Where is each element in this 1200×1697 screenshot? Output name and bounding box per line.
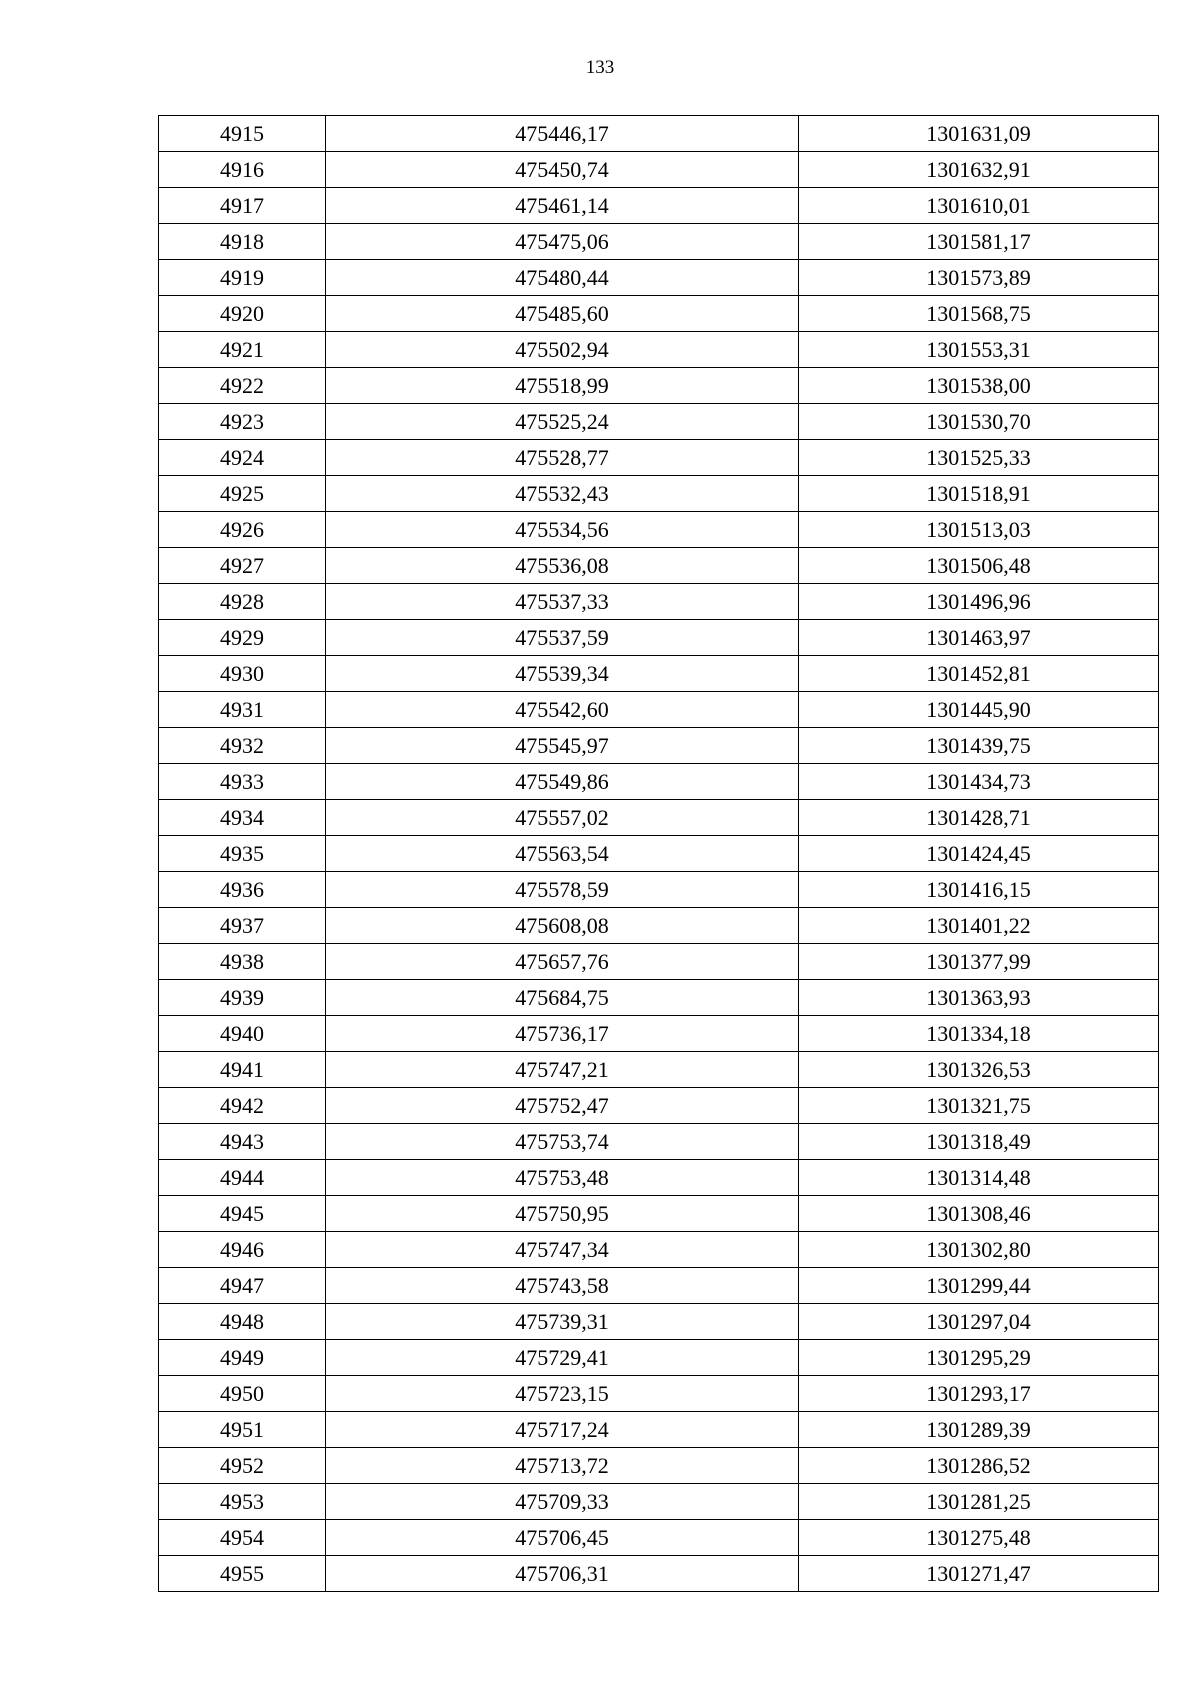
point-number-cell: 4950 [159, 1376, 326, 1412]
table-row [159, 1556, 1159, 1592]
x-coordinate-cell: 475537,59 [326, 620, 799, 656]
point-number-cell: 4918 [159, 224, 326, 260]
table-row [159, 1160, 1159, 1196]
y-coordinate-cell: 1301308,46 [799, 1196, 1159, 1232]
y-coordinate-cell: 1301513,03 [799, 512, 1159, 548]
table-row [159, 1340, 1159, 1376]
y-coordinate-cell: 1301271,47 [799, 1556, 1159, 1592]
point-number-cell: 4942 [159, 1088, 326, 1124]
y-coordinate-cell: 1301377,99 [799, 944, 1159, 980]
y-coordinate-cell: 1301463,97 [799, 620, 1159, 656]
x-coordinate-cell: 475545,97 [326, 728, 799, 764]
table-row [159, 836, 1159, 872]
point-number-cell: 4936 [159, 872, 326, 908]
x-coordinate-cell: 475450,74 [326, 152, 799, 188]
point-number-cell: 4915 [159, 116, 326, 152]
x-coordinate-cell: 475657,76 [326, 944, 799, 980]
x-coordinate-cell: 475532,43 [326, 476, 799, 512]
y-coordinate-cell: 1301568,75 [799, 296, 1159, 332]
y-coordinate-cell: 1301275,48 [799, 1520, 1159, 1556]
point-number-cell: 4945 [159, 1196, 326, 1232]
table-row [159, 1448, 1159, 1484]
table-row [159, 296, 1159, 332]
y-coordinate-cell: 1301321,75 [799, 1088, 1159, 1124]
x-coordinate-cell: 475485,60 [326, 296, 799, 332]
table-row [159, 1016, 1159, 1052]
x-coordinate-cell: 475743,58 [326, 1268, 799, 1304]
point-number-cell: 4947 [159, 1268, 326, 1304]
y-coordinate-cell: 1301314,48 [799, 1160, 1159, 1196]
y-coordinate-cell: 1301363,93 [799, 980, 1159, 1016]
point-number-cell: 4940 [159, 1016, 326, 1052]
point-number-cell: 4916 [159, 152, 326, 188]
table-row [159, 728, 1159, 764]
point-number-cell: 4917 [159, 188, 326, 224]
y-coordinate-cell: 1301299,44 [799, 1268, 1159, 1304]
x-coordinate-cell: 475747,34 [326, 1232, 799, 1268]
x-coordinate-cell: 475706,45 [326, 1520, 799, 1556]
y-coordinate-cell: 1301530,70 [799, 404, 1159, 440]
point-number-cell: 4932 [159, 728, 326, 764]
y-coordinate-cell: 1301525,33 [799, 440, 1159, 476]
y-coordinate-cell: 1301289,39 [799, 1412, 1159, 1448]
table-row [159, 1412, 1159, 1448]
point-number-cell: 4931 [159, 692, 326, 728]
page-number: 133 [585, 57, 615, 78]
table-row [159, 152, 1159, 188]
y-coordinate-cell: 1301302,80 [799, 1232, 1159, 1268]
table-row [159, 584, 1159, 620]
table-row [159, 404, 1159, 440]
x-coordinate-cell: 475736,17 [326, 1016, 799, 1052]
point-number-cell: 4930 [159, 656, 326, 692]
table-row [159, 260, 1159, 296]
point-number-cell: 4925 [159, 476, 326, 512]
x-coordinate-cell: 475753,48 [326, 1160, 799, 1196]
point-number-cell: 4928 [159, 584, 326, 620]
point-number-cell: 4941 [159, 1052, 326, 1088]
y-coordinate-cell: 1301428,71 [799, 800, 1159, 836]
y-coordinate-cell: 1301286,52 [799, 1448, 1159, 1484]
point-number-cell: 4920 [159, 296, 326, 332]
y-coordinate-cell: 1301445,90 [799, 692, 1159, 728]
x-coordinate-cell: 475518,99 [326, 368, 799, 404]
point-number-cell: 4952 [159, 1448, 326, 1484]
x-coordinate-cell: 475709,33 [326, 1484, 799, 1520]
point-number-cell: 4926 [159, 512, 326, 548]
point-number-cell: 4943 [159, 1124, 326, 1160]
y-coordinate-cell: 1301518,91 [799, 476, 1159, 512]
x-coordinate-cell: 475739,31 [326, 1304, 799, 1340]
coordinates-table-body [159, 116, 1159, 1592]
table-row [159, 800, 1159, 836]
y-coordinate-cell: 1301610,01 [799, 188, 1159, 224]
y-coordinate-cell: 1301538,00 [799, 368, 1159, 404]
x-coordinate-cell: 475578,59 [326, 872, 799, 908]
point-number-cell: 4951 [159, 1412, 326, 1448]
x-coordinate-cell: 475750,95 [326, 1196, 799, 1232]
y-coordinate-cell: 1301439,75 [799, 728, 1159, 764]
point-number-cell: 4922 [159, 368, 326, 404]
y-coordinate-cell: 1301424,45 [799, 836, 1159, 872]
table-row [159, 1268, 1159, 1304]
table-row [159, 1304, 1159, 1340]
x-coordinate-cell: 475752,47 [326, 1088, 799, 1124]
x-coordinate-cell: 475446,17 [326, 116, 799, 152]
x-coordinate-cell: 475747,21 [326, 1052, 799, 1088]
point-number-cell: 4946 [159, 1232, 326, 1268]
x-coordinate-cell: 475723,15 [326, 1376, 799, 1412]
point-number-cell: 4924 [159, 440, 326, 476]
x-coordinate-cell: 475563,54 [326, 836, 799, 872]
point-number-cell: 4934 [159, 800, 326, 836]
table-row [159, 1124, 1159, 1160]
table-row [159, 1052, 1159, 1088]
table-row [159, 1520, 1159, 1556]
point-number-cell: 4937 [159, 908, 326, 944]
y-coordinate-cell: 1301631,09 [799, 116, 1159, 152]
table-row [159, 1088, 1159, 1124]
y-coordinate-cell: 1301434,73 [799, 764, 1159, 800]
y-coordinate-cell: 1301416,15 [799, 872, 1159, 908]
x-coordinate-cell: 475549,86 [326, 764, 799, 800]
x-coordinate-cell: 475525,24 [326, 404, 799, 440]
y-coordinate-cell: 1301281,25 [799, 1484, 1159, 1520]
y-coordinate-cell: 1301334,18 [799, 1016, 1159, 1052]
y-coordinate-cell: 1301553,31 [799, 332, 1159, 368]
y-coordinate-cell: 1301506,48 [799, 548, 1159, 584]
x-coordinate-cell: 475717,24 [326, 1412, 799, 1448]
table-row [159, 1196, 1159, 1232]
coordinates-table [158, 115, 1159, 1592]
point-number-cell: 4948 [159, 1304, 326, 1340]
x-coordinate-cell: 475539,34 [326, 656, 799, 692]
point-number-cell: 4921 [159, 332, 326, 368]
table-row [159, 980, 1159, 1016]
x-coordinate-cell: 475706,31 [326, 1556, 799, 1592]
table-row [159, 116, 1159, 152]
x-coordinate-cell: 475608,08 [326, 908, 799, 944]
point-number-cell: 4933 [159, 764, 326, 800]
table-row [159, 512, 1159, 548]
x-coordinate-cell: 475557,02 [326, 800, 799, 836]
y-coordinate-cell: 1301295,29 [799, 1340, 1159, 1376]
x-coordinate-cell: 475729,41 [326, 1340, 799, 1376]
y-coordinate-cell: 1301573,89 [799, 260, 1159, 296]
x-coordinate-cell: 475475,06 [326, 224, 799, 260]
point-number-cell: 4923 [159, 404, 326, 440]
point-number-cell: 4944 [159, 1160, 326, 1196]
x-coordinate-cell: 475713,72 [326, 1448, 799, 1484]
table-row [159, 476, 1159, 512]
y-coordinate-cell: 1301632,91 [799, 152, 1159, 188]
point-number-cell: 4938 [159, 944, 326, 980]
table-row [159, 944, 1159, 980]
x-coordinate-cell: 475542,60 [326, 692, 799, 728]
table-row [159, 440, 1159, 476]
x-coordinate-cell: 475461,14 [326, 188, 799, 224]
table-row [159, 224, 1159, 260]
table-row [159, 1484, 1159, 1520]
point-number-cell: 4954 [159, 1520, 326, 1556]
y-coordinate-cell: 1301297,04 [799, 1304, 1159, 1340]
table-row [159, 548, 1159, 584]
y-coordinate-cell: 1301581,17 [799, 224, 1159, 260]
y-coordinate-cell: 1301293,17 [799, 1376, 1159, 1412]
table-row [159, 188, 1159, 224]
y-coordinate-cell: 1301401,22 [799, 908, 1159, 944]
x-coordinate-cell: 475753,74 [326, 1124, 799, 1160]
x-coordinate-cell: 475502,94 [326, 332, 799, 368]
table-row [159, 908, 1159, 944]
x-coordinate-cell: 475480,44 [326, 260, 799, 296]
y-coordinate-cell: 1301326,53 [799, 1052, 1159, 1088]
point-number-cell: 4929 [159, 620, 326, 656]
y-coordinate-cell: 1301452,81 [799, 656, 1159, 692]
x-coordinate-cell: 475684,75 [326, 980, 799, 1016]
point-number-cell: 4939 [159, 980, 326, 1016]
point-number-cell: 4935 [159, 836, 326, 872]
table-row [159, 1232, 1159, 1268]
point-number-cell: 4953 [159, 1484, 326, 1520]
point-number-cell: 4927 [159, 548, 326, 584]
x-coordinate-cell: 475537,33 [326, 584, 799, 620]
x-coordinate-cell: 475534,56 [326, 512, 799, 548]
table-row [159, 332, 1159, 368]
table-row [159, 368, 1159, 404]
table-row [159, 656, 1159, 692]
table-row [159, 872, 1159, 908]
point-number-cell: 4919 [159, 260, 326, 296]
point-number-cell: 4949 [159, 1340, 326, 1376]
x-coordinate-cell: 475536,08 [326, 548, 799, 584]
table-row [159, 764, 1159, 800]
y-coordinate-cell: 1301496,96 [799, 584, 1159, 620]
x-coordinate-cell: 475528,77 [326, 440, 799, 476]
point-number-cell: 4955 [159, 1556, 326, 1592]
table-row [159, 1376, 1159, 1412]
table-row [159, 692, 1159, 728]
table-row [159, 620, 1159, 656]
y-coordinate-cell: 1301318,49 [799, 1124, 1159, 1160]
